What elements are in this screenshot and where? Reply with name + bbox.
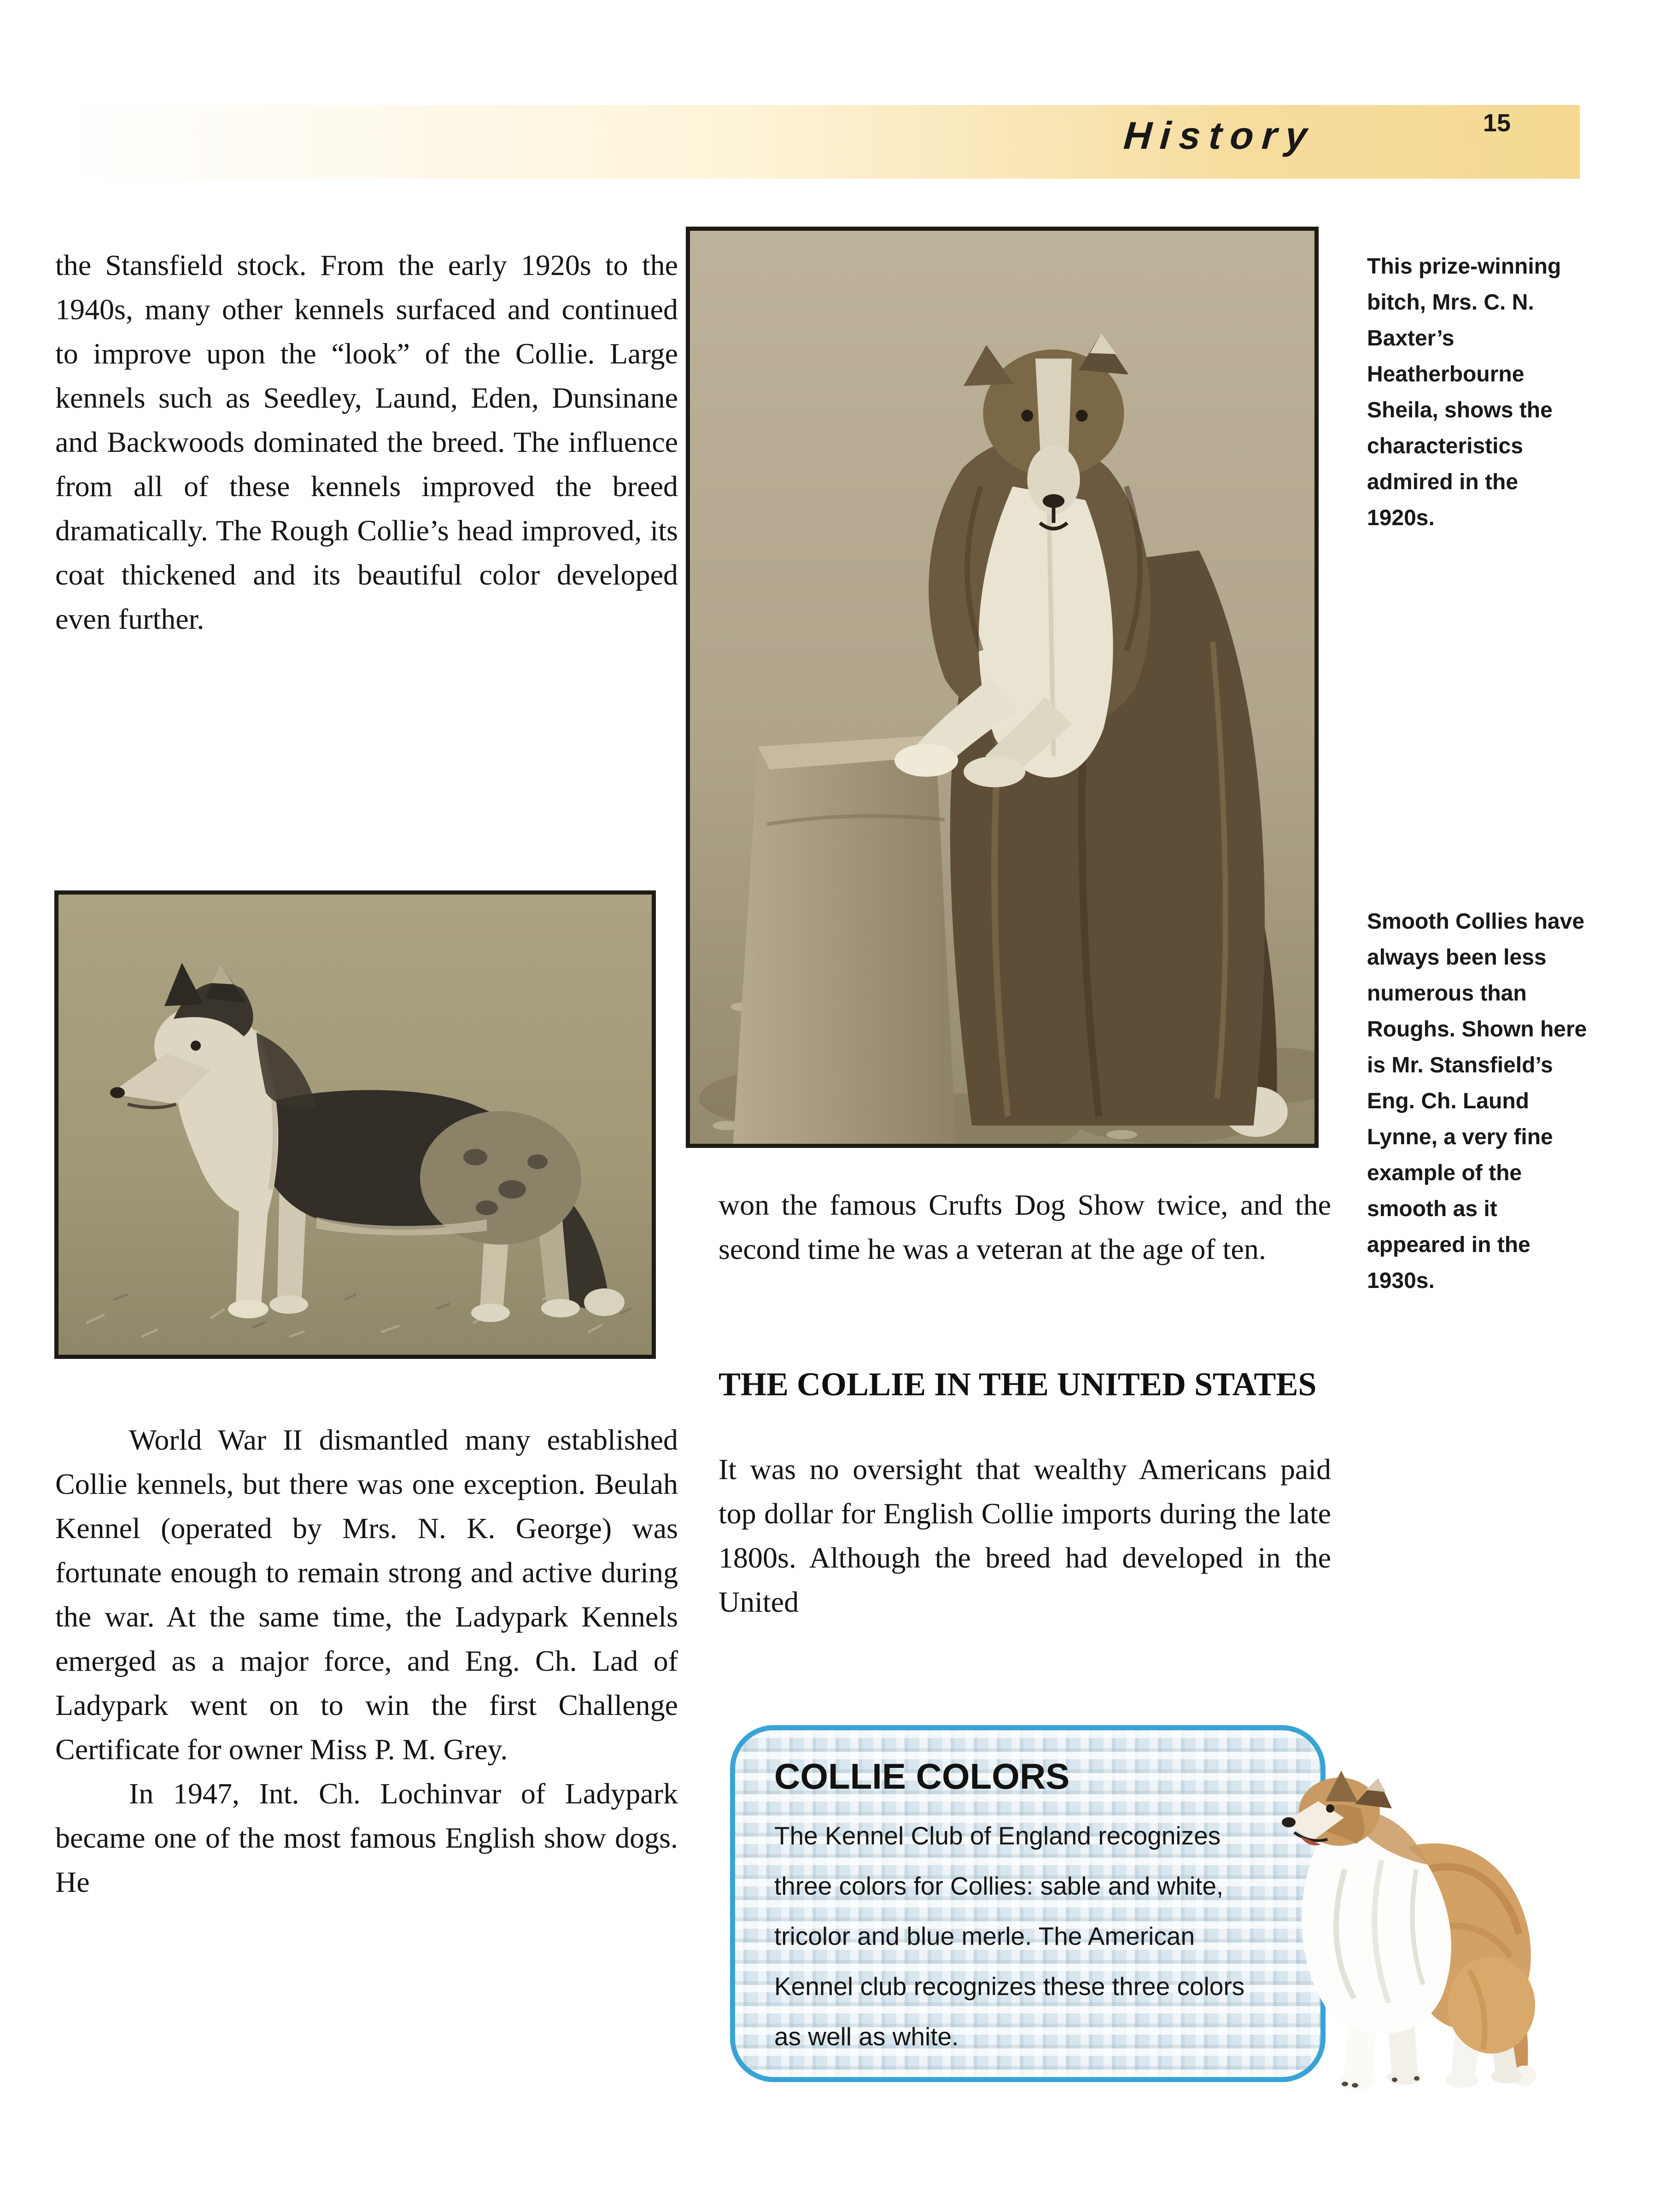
paragraph-1947: In 1947, Int. Ch. Lochinvar of Ladypark became one of the most famous English show dogs. He bbox=[55, 1777, 678, 1898]
collie-colors-title: COLLIE COLORS bbox=[774, 1756, 1070, 1797]
sable-collie-illustration bbox=[1276, 1754, 1543, 2100]
paragraph-wwii: World War II dismantled many established Collie kennels, but there was one exception. Beulah Kennel (operated by Mrs. N. K. George) was fortunate enough to remain strong and active during the war. At the same time, the Ladypark Kennels emerged as a major force, and Eng. Ch. Lad of Ladypark went on to win the first Challenge Certificate for owner Miss P. M. Grey. bbox=[55, 1423, 678, 1766]
left-column-paragraph-1: the Stansfield stock. From the early 1920s to the 1940s, many other kennels surfaced and continued to improve upon the “look” of the Collie. Large kennels such as Seedley, Laund, Eden, Dunsinane and Backwoods dominated the breed. The influence from all of these kennels improved the breed dramatically. The Rough Collie’s head improved, its coat thickened and its beautiful color developed even further. bbox=[55, 249, 678, 635]
middle-paragraph-1: won the famous Crufts Dog Show twice, and the second time he was a veteran at the age of ten. bbox=[719, 1188, 1331, 1265]
section-title: History bbox=[1122, 114, 1317, 157]
smooth-collie-photo bbox=[54, 890, 656, 1359]
smooth-collie-illustration bbox=[58, 895, 652, 1355]
header-band bbox=[58, 105, 1580, 179]
caption-smooth-collie: Smooth Collies have always been less numerous than Roughs. Shown here is Mr. Stansfield’s Eng. Ch. Laund Lynne, a very fine example of the smooth as it appeared in the 1930s. bbox=[1367, 909, 1587, 1293]
rough-collie-illustration bbox=[690, 231, 1314, 1144]
rough-collie-photo bbox=[686, 227, 1319, 1148]
section-heading-collie-us: THE COLLIE IN THE UNITED STATES bbox=[719, 1366, 1317, 1403]
left-column-paragraph-2 bbox=[55, 1418, 678, 1904]
collie-colors-body: The Kennel Club of England recognizes three colors for Collies: sable and white, tricolor and blue merle. The American Kennel club recognizes these three colors as well as white. bbox=[774, 1821, 1245, 2051]
sable-collie-photo bbox=[1276, 1754, 1543, 2100]
collie-colors-box bbox=[730, 1725, 1326, 2082]
caption-prize-bitch: This prize-winning bitch, Mrs. C. N. Baxter’s Heatherbourne Sheila, shows the characteristics admired in the 1920s. bbox=[1367, 254, 1561, 530]
page-number: 15 bbox=[1483, 109, 1511, 137]
middle-paragraph-2: It was no oversight that wealthy Americans paid top dollar for English Collie imports during the late 1800s. Although the breed had developed in the United bbox=[719, 1453, 1331, 1618]
